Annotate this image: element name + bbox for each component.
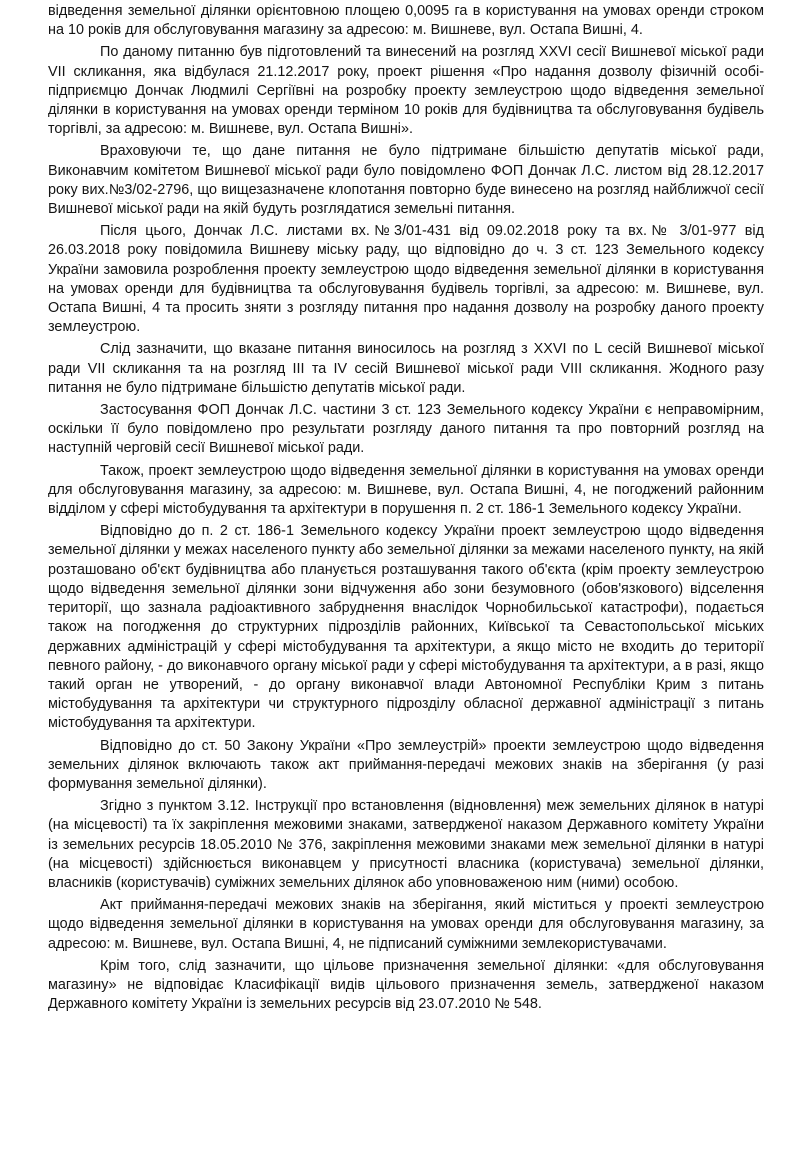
paragraph-article-123-misuse: Застосування ФОП Дончак Л.С. частини 3 ст. 123 Земельного кодексу України є неправомірним, оскільки її було повідомлено про результати розгляду даного питання та про повторний розгляд на наступній черговій сесії Вишневої міської ради. [48, 402, 764, 457]
paragraph-land-management-law: Відповідно до ст. 50 Закону України «Про землеустрій» проекти землеустрою щодо відведення земельних ділянок включають також акт приймання-передачі межових знаків на зберігання (у разі формування земельної ділянки). [48, 737, 764, 792]
document-page [48, 2, 764, 1017]
paragraph-session-xxvi-draft-decision: По даному питанню був підготовлений та винесений на розгляд XXVI сесії Вишневої міської ради VII скликання, яка відбулася 21.12.2017 року, проект рішення «Про надання дозволу фізичній особі-підприємцю Дончак Людмилі Сергіївні на розробку проекту землеустрою щодо відведення земельної ділянки в користування на умовах оренди терміном 10 років для будівництва та обслуговування будівель торгівлі, за адресою: м. Вишневе, вул. Остапа Вишні». [48, 44, 764, 138]
paragraph-instruction-3-12: Згідно з пунктом 3.12. Інструкції про встановлення (відновлення) меж земельних ділянок в натурі (на місцевості) та їх закріплення межовими знаками, затвердженої наказом Державного комітету України із земельних ресурсів 18.05.2010 № 376, закріплення межовими знаками меж земельної ділянки в натурі (на місцевості) здійснюється виконавцем у присутності власника (користувача) земельної ділянки, власників (користувачів) суміжних земельних ділянок або уповноваженою ним (ними) особою. [48, 798, 764, 891]
paragraph-land-allocation-continuation: відведення земельної ділянки орієнтовною площею 0,0095 га в користування на умовах оренди строком на 10 років для обслуговування магазину за адресою: м. Вишневе, вул. Остапа Вишні, 4. [48, 3, 764, 39]
paragraph-purpose-classification: Крім того, слід зазначити, що цільове призначення земельної ділянки: «для обслуговування магазину» не відповідає Класифікації видів цільового призначення земель, затвердженої наказом Державного комітету України із земельних ресурсів від 23.07.2010 № 548. [48, 957, 764, 1013]
paragraph-sessions-note: Слід зазначити, що вказане питання виносилось на розгляд з XXVI по L сесій Вишневої міської ради VII скликання та на розгляд III та IV сесій Вишневої міської ради VIII скликання. Жодного разу питання не було підтримане більшістю депутатів міської ради. [48, 341, 764, 396]
paragraph-not-supported-letter: Враховуючи те, що дане питання не було підтримане більшістю депутатів міської ради, Виконавчим комітетом Вишневої міської ради було повідомлено ФОП Дончак Л.С. листом від 28.12.2017 року вих.№3/02-2796, що вищезазначене клопотання повторно буде винесено на розгляд найближчої сесії Вишневої міської ради на якій будуть розглядатися земельні питання. [48, 143, 764, 218]
paragraph-not-approved-by-district: Також, проект землеустрою щодо відведення земельної ділянки в користування на умовах оренди для обслуговування магазину, за адресою: м. Вишневе, вул. Остапа Вишні, 4, не погоджений районним відділом у сфері містобудування та архітектури в порушення п. 2 ст. 186-1 Земельного кодексу України. [48, 462, 764, 518]
paragraph-article-186-1: Відповідно до п. 2 ст. 186-1 Земельного кодексу України проект землеустрою щодо відведення земельної ділянки у межах населеного пункту або земельної ділянки за межами населеного пункту, на якій розташовано об'єкт будівництва або планується розташування такого об'єкта (крім проекту землеустрою щодо відведення земельної ділянки зони відчуження або зони безумовного (обов'язкового) відселення території, що зазнала радіоактивного забруднення внаслідок Чорнобильської катастрофи), подається також на погодження до структурних підрозділів районних, Київської та Севастопольської міських державних адміністрацій у сфері містобудування та архітектури, а якщо місто не входить до території певного району, - до виконавчого органу міської ради у сфері містобудування та архітектури, а в разі, якщо такий орган не утворений, - до органу виконавчої влади Автономної Республіки Крим з питань містобудування та архітектури чи структурного підрозділу обласної державної адміністрації з питань містобудування та архітектури. [48, 523, 764, 732]
paragraph-boundary-act-unsigned: Акт приймання-передачі межових знаків на зберігання, який міститься у проекті землеустрою щодо відведення земельної ділянки в користування на умовах оренди для обслуговування магазину, за адресою: м. Вишневе, вул. Остапа Вишні, 4, не підписаний суміжними землекористувачами. [48, 897, 764, 952]
paragraph-donchak-letters: Після цього, Дончак Л.С. листами вх.№3/01-431 від 09.02.2018 року та вх.№ 3/01-977 від 26.03.2018 року повідомила Вишневу міську раду, що відповідно до ч. 3 ст. 123 Земельного кодексу України замовила розроблення проекту землеустрою щодо відведення земельної ділянки в користування на умовах оренди для будівництва та обслуговування будівель торгівлі, за адресою: м. Вишневе, вул. Остапа Вишні, 4 та просить зняти з розгляду питання про надання дозволу на розробку даного проекту землеустрою. [48, 223, 764, 336]
